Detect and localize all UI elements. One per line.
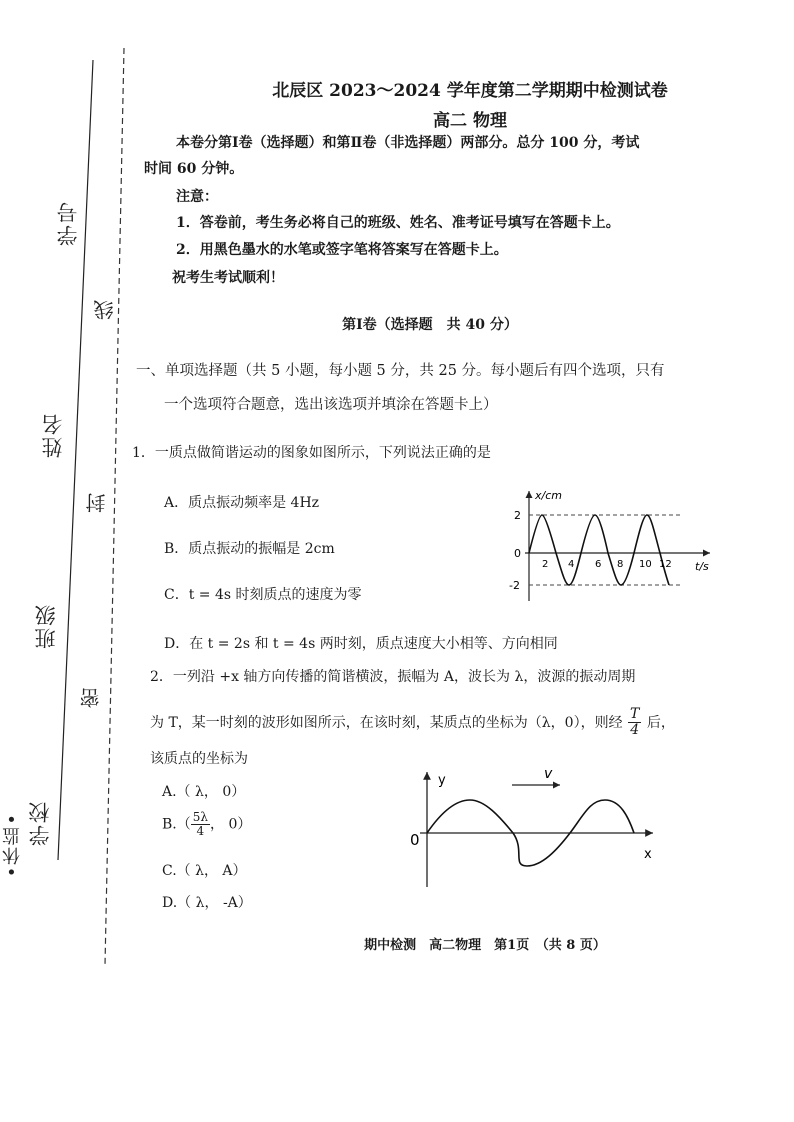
q1-ylabel: x/cm [535,489,562,502]
q2-wave-graph [400,762,670,892]
part-instructions-line-1: 一、单项选择题（共 5 小题，每小题 5 分，共 25 分。每小题后有四个选项，只有 [136,363,665,379]
q1-xtick-8: 8 [617,559,624,570]
exam-subtitle: 高二 物理 [433,111,507,131]
q2-stem-line-1: 2．一列沿 +x 轴方向传播的简谐横波，振幅为 A，波长为 λ，波源的振动周期 [150,669,636,685]
student-id-label: 学号 [56,200,80,246]
q2-ylabel: y [438,773,446,788]
q2-fraction-den: 4 [630,722,640,739]
notice-item-2: 2．用黑色墨水的水笔或签字笔将答案写在答题卡上。 [176,242,508,258]
margin-bullet-text: •休监• [2,812,23,878]
section-heading: 第Ⅰ卷（选择题 共 40 分） [342,317,518,333]
q2-xlabel: x [644,847,652,862]
notice-item-1: 1．答卷前，考生务必将自己的班级、姓名、准考证号填写在答题卡上。 [176,215,620,231]
q1-xtick-12: 12 [659,559,672,570]
seal-seal-char: 封 [85,493,109,513]
q1-option-d: D．在 t = 2s 和 t = 4s 两时刻，质点速度大小相等、方向相同 [164,636,558,652]
q1-oscillation-graph [505,485,720,605]
q1-ytick-neg: -2 [509,579,520,592]
q2-stem-line-2a: 为 T，某一时刻的波形如图所示，在该时刻，某质点的坐标为（λ，0），则经 [150,714,623,731]
name-label: 姓名 [41,412,65,458]
notice-label: 注意： [176,189,218,205]
seal-secret-char: 密 [79,688,103,708]
q1-xlabel: t/s [695,560,709,573]
q1-xtick-4: 4 [568,559,575,570]
q1-origin: 0 [514,547,521,560]
intro-line-1: 本卷分第Ⅰ卷（选择题）和第Ⅱ卷（非选择题）两部分。总分 100 分，考试 [176,135,640,151]
class-label: 班级 [34,603,58,649]
q1-xtick-10: 10 [639,559,652,570]
q1-xtick-2: 2 [542,559,549,570]
q1-option-c: C．t = 4s 时刻质点的速度为零 [164,587,362,603]
wish-text: 祝考生考试顺利！ [172,270,284,286]
q1-ytick-pos: 2 [514,509,521,522]
q2-stem-line-2 [150,707,675,739]
q2-option-b [162,811,251,838]
q2-option-b-num: 5λ [192,810,208,824]
q2-option-b-prefix: B.（ [162,816,191,833]
q1-stem: 1．一质点做简谐运动的图象如图所示，下列说法正确的是 [132,445,491,461]
q2-stem-line-3: 该质点的坐标为 [150,751,248,767]
part-instructions-line-2: 一个选项符合题意，选出该选项并填涂在答题卡上） [164,397,498,413]
exam-title: 北辰区 2023～2024 学年度第二学期期中检测试卷 [272,81,668,101]
q1-option-a: A．质点振动频率是 4Hz [164,495,320,511]
intro-line-2: 时间 60 分钟。 [144,161,244,177]
q2-option-d: D.（ λ， -A） [162,895,252,911]
q2-option-c: C.（ λ， A） [162,863,247,879]
q2-fraction [628,707,641,739]
q2-option-a: A.（ λ， 0） [162,784,246,800]
q1-sine-curve [529,515,669,585]
seal-line-char: 线 [93,300,117,320]
q2-option-b-den: 4 [196,824,205,839]
q2-stem-line-2b: 后， [646,714,675,731]
q2-option-b-fraction [191,811,210,838]
q1-option-b: B．质点振动的振幅是 2cm [164,541,335,557]
q2-origin: 0 [410,831,420,849]
q2-option-b-suffix: ， 0） [210,816,252,833]
q2-fraction-num: T [630,706,640,722]
page-footer: 期中检测 高二物理 第1页 （共 8 页） [364,938,606,953]
q2-velocity-label: v [544,766,553,782]
school-label: 学校 [28,800,52,846]
q1-xtick-6: 6 [595,559,602,570]
